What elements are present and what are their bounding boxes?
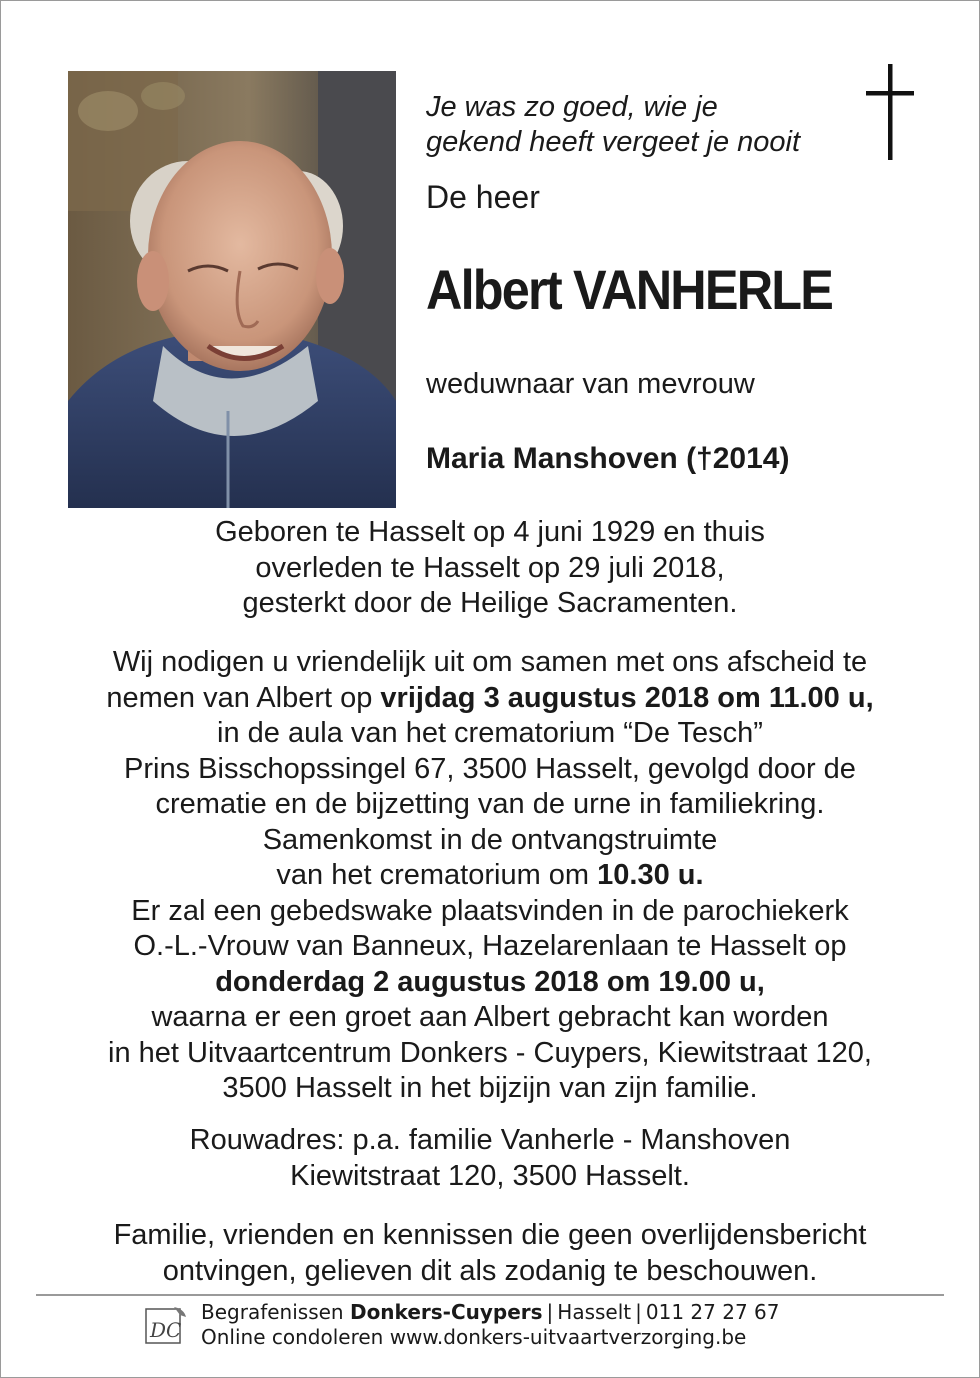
- text-line: Wij nodigen u vriendelijk uit om samen met ons afscheid te: [112, 646, 868, 678]
- portrait-photo: [68, 71, 396, 508]
- text-line: 3500 Hasselt in het bijzijn van zijn familie.: [222, 1072, 758, 1104]
- svg-text:DC: DC: [150, 1318, 182, 1342]
- birth-death-paragraph: [20, 515, 960, 622]
- online-condolence-line: Online condoleren www.donkers-uitvaartverzorging.be: [201, 1325, 747, 1349]
- gathering-time: 10.30 u.: [597, 859, 704, 891]
- honorific: De heer: [426, 179, 540, 215]
- text-line: crematie en de bijzetting van de urne in familiekring.: [155, 788, 825, 820]
- text-line: overleden te Hasselt op 29 juli 2018,: [255, 551, 725, 584]
- text-line: ontvingen, gelieven dit als zodanig te beschouwen.: [162, 1254, 818, 1287]
- text-line: [20, 858, 960, 894]
- widow-line: weduwnaar van mevrouw: [426, 368, 755, 400]
- spouse-name: Maria Manshoven (†2014): [426, 442, 790, 475]
- invitation-paragraph: [20, 645, 960, 1107]
- text-line: Kiewitstraat 120, 3500 Hasselt.: [290, 1159, 690, 1192]
- cross-icon: [860, 62, 920, 167]
- text-line: O.-L.-Vrouw van Banneux, Hazelarenlaan te Hasselt op: [133, 930, 847, 962]
- separator: |: [546, 1300, 554, 1324]
- text-line: Samenkomst in de ontvangstruimte: [262, 823, 718, 856]
- motto-quote: [426, 90, 800, 160]
- text-line: in het Uitvaartcentrum Donkers - Cuypers, Kiewitstraat 120,: [108, 1036, 872, 1069]
- text-line: [20, 681, 960, 717]
- company-logo: [144, 1305, 188, 1352]
- company-phone: 011 27 27 67: [645, 1300, 780, 1324]
- footer-info: [201, 1300, 779, 1350]
- motto-line-1: Je was zo goed, wie je: [426, 91, 718, 123]
- vigil-date: donderdag 2 augustus 2018 om 19.00 u,: [215, 965, 765, 998]
- text-line: Prins Bisschopssingel 67, 3500 Hasselt, gevolgd door de: [124, 752, 856, 785]
- company-city: Hasselt: [557, 1300, 632, 1324]
- motto-line-2: gekend heeft vergeet je nooit: [426, 126, 801, 158]
- text-span: van het crematorium om: [276, 859, 598, 891]
- funeral-date: vrijdag 3 augustus 2018 om 11.00 u,: [380, 681, 874, 714]
- text-line: Geboren te Hasselt op 4 juni 1929 en thuis: [215, 516, 765, 548]
- text-line: in de aula van het crematorium “De Tesch”: [217, 717, 763, 749]
- text-line: Familie, vrienden en kennissen die geen overlijdensbericht: [113, 1219, 867, 1251]
- text-line: Rouwadres: p.a. familie Vanherle - Manshoven: [189, 1124, 791, 1156]
- footer-line-1: [201, 1300, 779, 1325]
- closing-note: [20, 1218, 960, 1289]
- text-line: gesterkt door de Heilige Sacramenten.: [242, 587, 738, 619]
- text-line: waarna er een groet aan Albert gebracht kan worden: [151, 1001, 829, 1033]
- company-prefix: Begrafenissen: [201, 1300, 350, 1324]
- footer-divider: [36, 1294, 944, 1296]
- deceased-name: Albert VANHERLE: [426, 258, 833, 321]
- text-span: nemen van Albert op: [106, 681, 381, 714]
- separator: |: [635, 1300, 642, 1324]
- text-line: Er zal een gebedswake plaatsvinden in de parochiekerk: [131, 894, 849, 927]
- company-name: Donkers-Cuypers: [349, 1300, 543, 1324]
- mourning-address: [20, 1123, 960, 1194]
